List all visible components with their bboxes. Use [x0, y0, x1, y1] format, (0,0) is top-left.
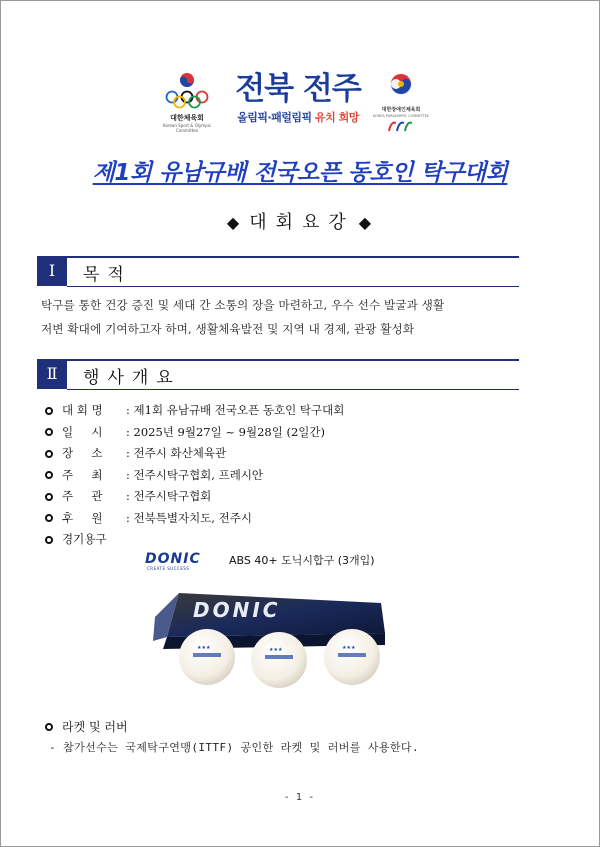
list-item — [45, 400, 565, 422]
ball-3 — [324, 629, 380, 685]
circle-bullet-icon — [45, 428, 53, 436]
page-title: 제1회 유남규배 전국오픈 동호인 탁구대회 — [92, 160, 508, 186]
section-top-rule — [67, 256, 519, 258]
racket-note: - 참가선수는 국제탁구연맹(ITTF) 공인한 라켓 및 러버를 사용한다. — [49, 741, 419, 754]
korean-sport-committee-logo — [159, 71, 215, 133]
purpose-line-2: 저변 확대에 기여하고자 하며, 생활체육발전 및 지역 내 경제, 관광 활성화 — [41, 322, 415, 336]
list-item — [45, 529, 565, 551]
circle-bullet-icon — [45, 450, 53, 458]
list-item — [45, 443, 565, 465]
circle-bullet-icon — [45, 514, 53, 522]
jeonbuk-jeonju-logo — [223, 71, 373, 125]
slogan-bid: 유치 희망 — [315, 111, 359, 124]
item-key: 주 관 — [62, 489, 103, 503]
section-label: 행사개요 — [83, 368, 181, 388]
header-logos — [1, 71, 599, 141]
item-value: : 제1회 유남규배 전국오픈 동호인 탁구대회 — [126, 403, 345, 417]
svg-text:★★★: ★★★ — [197, 645, 211, 651]
jeonbuk-jeonju-title — [223, 71, 373, 107]
subtitle-text: 대회요강 — [249, 212, 355, 233]
product-line — [145, 551, 445, 571]
circle-bullet-icon — [45, 536, 53, 544]
ball-2 — [251, 632, 307, 688]
list-item — [45, 465, 565, 487]
slogan-olympic: 올림픽·패럴림픽 — [237, 111, 312, 124]
box-brand-text: DONIC — [193, 598, 281, 622]
overview-list — [45, 400, 565, 551]
ping-pong-balls-image — [149, 587, 389, 699]
ball-box-illustration — [149, 587, 389, 699]
item-value: : 전주시탁구협회 — [126, 489, 212, 503]
donic-slogan: CREATE SUCCESS — [147, 566, 190, 571]
left-logo-caption: 대한체육회 — [170, 114, 204, 122]
section-bottom-rule — [67, 389, 519, 390]
item-key: 후 원 — [62, 510, 103, 525]
svg-text:★★★: ★★★ — [269, 647, 283, 653]
right-logo-caption-en: KOREA PARALYMPIC COMMITTEE — [372, 114, 430, 118]
agitos-icon — [387, 119, 415, 133]
section-subtitle — [1, 208, 599, 234]
section-header-overview — [37, 359, 519, 393]
item-key: 일 시 — [62, 424, 103, 439]
item-value: : 전주시 화산체육관 — [126, 446, 227, 460]
section-label: 목적 — [83, 265, 132, 285]
list-item — [45, 486, 565, 508]
item-value: : 전주시탁구협회, 프레시안 — [126, 467, 264, 482]
list-item — [45, 422, 565, 444]
section-number: Ⅰ — [37, 256, 67, 286]
item-key: 대 회 명 — [62, 403, 103, 417]
racket-label: 라켓 및 러버 — [62, 720, 128, 734]
olympic-bid-slogan — [223, 109, 373, 125]
diamond-right-icon: ◆ — [358, 213, 374, 232]
svg-text:★★★: ★★★ — [342, 645, 356, 651]
circle-bullet-icon — [45, 493, 53, 501]
purpose-paragraph — [41, 293, 551, 341]
item-key: 장 소 — [62, 446, 103, 460]
diamond-left-icon: ◆ — [226, 213, 242, 232]
purpose-line-1: 탁구를 통한 건강 증진 및 세대 간 소통의 장을 마련하고, 우수 선수 발굴과 생활 — [41, 298, 445, 312]
paralympic-emblem-icon — [386, 71, 416, 103]
right-logo-caption: 대한장애인체육회 — [381, 107, 421, 113]
circle-bullet-icon — [45, 471, 53, 479]
korea-paralympic-committee-logo — [371, 71, 431, 133]
circle-bullet-icon — [45, 407, 53, 415]
donic-brand-logo: DONIC — [145, 551, 201, 567]
section-bottom-rule — [67, 286, 519, 287]
item-key: 주 최 — [62, 467, 103, 482]
item-value: : 2025년 9월27일 ~ 9월28일 (2일간) — [126, 424, 326, 439]
racket-item — [45, 718, 128, 735]
section-number: Ⅱ — [37, 359, 67, 389]
item-key: 경기용구 — [62, 532, 107, 546]
product-description: ABS 40+ 도닉시합구 (3개입) — [229, 554, 375, 567]
list-item — [45, 508, 565, 530]
title-jeonbuk: 전북 — [235, 71, 294, 107]
page-number: - 1 - — [285, 792, 315, 803]
left-logo-caption-en: Korean Sport & Olympic Committee — [163, 123, 211, 133]
circle-bullet-icon — [45, 723, 53, 731]
item-value: : 전북특별자치도, 전주시 — [126, 510, 252, 525]
section-top-rule — [67, 359, 519, 361]
section-header-purpose — [37, 256, 519, 290]
ball-1 — [179, 629, 235, 685]
olympic-rings-icon — [163, 71, 211, 109]
title-jeonju: 전주 — [302, 71, 361, 107]
